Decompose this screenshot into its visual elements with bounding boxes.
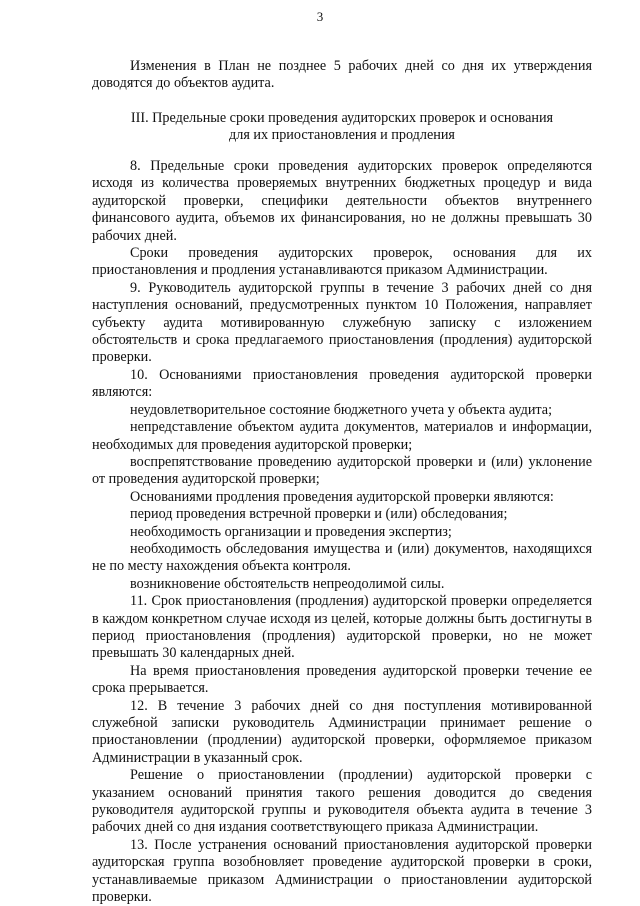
list-item-extension-4: возникновение обстоятельств непреодолимой силы. [130,575,445,592]
intro-block [92,58,592,93]
intro-paragraph: Изменения в План не позднее 5 рабочих дней со дня их утверждения доводятся до объектов аудита. [92,58,592,92]
paragraph-8: 8. Предельные сроки проведения аудиторских проверок определяются исходя из количества проверяемых внутренних бюджетных процедур и вида аудиторской проверки, специфики деятельности объектов внутреннего финансового аудита, объемов их финансирования, но не должны превышать 30 рабочих дней. [92,158,592,244]
paragraph-9: 9. Руководитель аудиторской группы в течение 3 рабочих дней со дня наступления оснований, предусмотренных пунктом 10 Положения, направляет субъекту аудита мотивированную служебную записку с изложением обстоятельств и срока предлагаемого приостановления (продления) аудиторской проверки. [92,279,592,366]
paragraph-deadlines: Сроки проведения аудиторских проверок, основания для их приостановления и продления устанавливаются приказом Администрации. [92,245,592,279]
list-item-suspension-3: воспрепятствование проведению аудиторской проверки и (или) уклонение от проведения аудиторской проверки; [92,453,592,488]
section-heading-line-2: для их приостановления и продления [229,127,455,144]
list-item-extension-1: период проведения встречной проверки и (или) обследования; [130,506,508,523]
paragraph-interruption: На время приостановления проведения аудиторской проверки течение ее срока прерывается. [92,662,592,697]
section-heading-line-1: III. Предельные сроки проведения аудиторских проверок и основания [130,110,554,126]
section-heading [92,110,592,145]
list-item-suspension-1: неудовлетворительное состояние бюджетного учета у объекта аудита; [130,401,553,418]
list-item-extension-2: необходимость организации и проведения экспертиз; [130,523,452,540]
paragraph-decision: Решение о приостановлении (продлении) аудиторской проверки с указанием оснований принятия такого решения доводится до сведения руководителя аудиторской группы и руководителя объекта аудита в течение 3 рабочих дней со дня издания соответствующего приказа Администрации. [92,767,592,836]
list-item-suspension-2: непредставление объектом аудита документов, материалов и информации, необходимых для проведения аудиторской проверки; [92,419,592,453]
paragraph-12: 12. В течение 3 рабочих дней со дня поступления мотивированной служебной записки руководитель Администрации принимает решение о приостановлении (продлении) аудиторской проверки, оформляемое приказом Администрации в указанный срок. [92,697,592,766]
list-item-extension-3: необходимость обследования имущества и (или) документов, находящихся не по месту нахождения объекта контроля. [92,540,592,575]
section-body [92,158,592,906]
paragraph-11: 11. Срок приостановления (продления) аудиторской проверки определяется в каждом конкретном случае исходя из целей, которые должны быть достигнуты в период приостановления (продления) аудиторской проверки, но не может превышать 30 календарных дней. [92,593,592,662]
page-number: 3 [316,9,324,24]
paragraph-10: 10. Основаниями приостановления проведения аудиторской проверки являются: [92,366,592,401]
paragraph-extension-grounds: Основаниями продления проведения аудиторской проверки являются: [130,488,554,505]
paragraph-13: 13. После устранения оснований приостановления аудиторской проверки аудиторская группа возобновляет проведение аудиторской проверки в сроки, устанавливаемые приказом Администрации о приостановлении аудиторской проверки. [92,836,592,906]
